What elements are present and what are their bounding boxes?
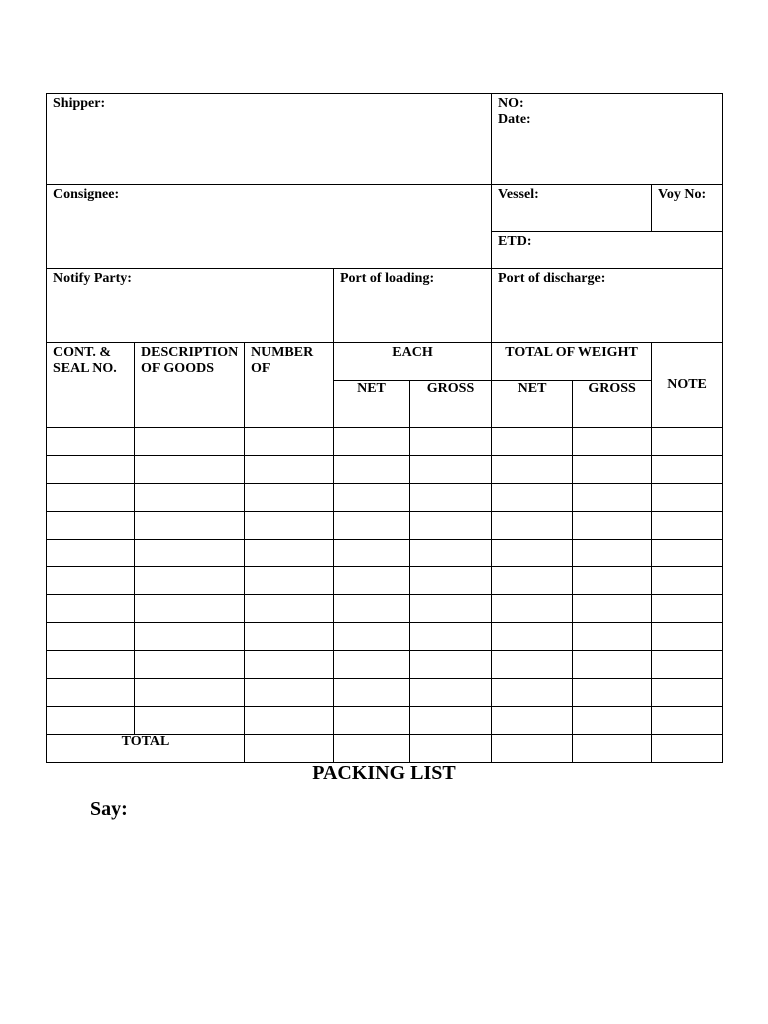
col-header-note-text: NOTE <box>667 377 707 392</box>
table-cell[interactable] <box>245 679 334 707</box>
table-cell[interactable] <box>652 539 723 567</box>
table-cell[interactable] <box>492 428 573 456</box>
total-label: TOTAL <box>121 733 170 749</box>
no-label: NO: <box>498 96 524 111</box>
table-cell[interactable] <box>573 679 652 707</box>
voy-no-label: Voy No: <box>658 187 707 202</box>
table-cell[interactable] <box>652 455 723 483</box>
table-cell[interactable] <box>334 706 410 734</box>
table-cell[interactable] <box>334 539 410 567</box>
table-cell[interactable] <box>410 595 492 623</box>
table-cell[interactable] <box>334 567 410 595</box>
table-cell[interactable] <box>573 567 652 595</box>
notify-party-field[interactable] <box>47 269 334 343</box>
col-header-total-net-text: NET <box>517 381 547 396</box>
col-header-total-net <box>492 381 573 428</box>
total-gross-cell[interactable] <box>573 734 652 762</box>
col-header-number-of <box>245 343 334 428</box>
table-cell[interactable] <box>573 511 652 539</box>
col-header-each-net-text: NET <box>357 381 386 396</box>
shipper-field[interactable] <box>47 94 492 185</box>
say-label: Say: <box>90 798 128 820</box>
table-cell[interactable] <box>492 539 573 567</box>
table-cell[interactable] <box>492 706 573 734</box>
table-cell[interactable] <box>410 455 492 483</box>
table-cell[interactable] <box>573 595 652 623</box>
table-cell[interactable] <box>245 567 334 595</box>
table-cell[interactable] <box>47 567 135 595</box>
table-cell[interactable] <box>492 511 573 539</box>
consignee-field[interactable] <box>47 185 492 269</box>
col-header-cont-seal-text: CONT. & SEAL NO. <box>53 345 117 376</box>
table-cell[interactable] <box>492 567 573 595</box>
col-header-total-weight-text: TOTAL OF WEIGHT <box>505 345 638 360</box>
table-cell[interactable] <box>573 539 652 567</box>
table-row <box>47 511 723 539</box>
table-row <box>47 679 723 707</box>
table-cell[interactable] <box>410 623 492 651</box>
table-cell[interactable] <box>492 483 573 511</box>
table-row <box>47 428 723 456</box>
table-cell[interactable] <box>334 595 410 623</box>
vessel-field[interactable] <box>492 185 652 232</box>
table-row <box>47 595 723 623</box>
port-of-discharge-field[interactable] <box>492 269 723 343</box>
no-date-field[interactable] <box>492 94 723 185</box>
table-cell[interactable] <box>652 511 723 539</box>
table-cell[interactable] <box>410 679 492 707</box>
table-row <box>47 455 723 483</box>
table-cell[interactable] <box>334 679 410 707</box>
table-cell[interactable] <box>410 651 492 679</box>
table-cell[interactable] <box>135 539 245 567</box>
table-cell[interactable] <box>245 651 334 679</box>
vessel-label: Vessel: <box>498 187 539 202</box>
table-cell[interactable] <box>573 455 652 483</box>
consignee-label: Consignee: <box>53 187 120 202</box>
col-header-each <box>334 343 492 381</box>
table-row <box>47 651 723 679</box>
table-cell[interactable] <box>492 595 573 623</box>
col-header-description-text: DESCRIPTION OF GOODS <box>141 345 239 376</box>
table-cell[interactable] <box>334 455 410 483</box>
etd-label: ETD: <box>498 234 532 249</box>
table-cell[interactable] <box>245 428 334 456</box>
table-cell[interactable] <box>410 428 492 456</box>
table-cell[interactable] <box>573 623 652 651</box>
table-cell[interactable] <box>573 428 652 456</box>
table-cell[interactable] <box>573 706 652 734</box>
table-row <box>47 706 723 734</box>
table-cell[interactable] <box>652 567 723 595</box>
table-cell[interactable] <box>334 428 410 456</box>
table-cell[interactable] <box>47 679 135 707</box>
table-cell[interactable] <box>652 651 723 679</box>
table-cell[interactable] <box>47 511 135 539</box>
port-of-discharge-label: Port of discharge: <box>498 271 606 286</box>
packing-list-form <box>46 93 722 763</box>
table-cell[interactable] <box>245 623 334 651</box>
shipper-label: Shipper: <box>53 96 106 111</box>
col-header-total-weight <box>492 343 652 381</box>
table-cell[interactable] <box>652 706 723 734</box>
table-cell[interactable] <box>492 651 573 679</box>
table-cell[interactable] <box>245 455 334 483</box>
table-cell[interactable] <box>334 623 410 651</box>
col-header-each-net <box>334 381 410 428</box>
col-header-cont-seal <box>47 343 135 428</box>
table-cell[interactable] <box>652 428 723 456</box>
total-net-cell[interactable] <box>492 734 573 762</box>
table-cell[interactable] <box>492 679 573 707</box>
document-title: PACKING LIST <box>312 762 456 784</box>
col-header-each-gross-text: GROSS <box>426 381 475 396</box>
table-cell[interactable] <box>410 511 492 539</box>
table-cell[interactable] <box>135 483 245 511</box>
col-header-number-of-text: NUMBER OF <box>251 345 314 376</box>
table-cell[interactable] <box>47 483 135 511</box>
col-header-total-gross <box>573 381 652 428</box>
table-cell[interactable] <box>410 483 492 511</box>
total-each-net-cell[interactable] <box>334 734 410 762</box>
etd-field[interactable] <box>492 232 723 269</box>
table-cell[interactable] <box>135 428 245 456</box>
table-row <box>47 483 723 511</box>
table-cell[interactable] <box>245 706 334 734</box>
table-cell[interactable] <box>135 623 245 651</box>
col-header-note <box>652 343 723 428</box>
table-cell[interactable] <box>492 623 573 651</box>
table-cell[interactable] <box>334 511 410 539</box>
table-cell[interactable] <box>135 679 245 707</box>
table-cell[interactable] <box>135 651 245 679</box>
table-cell[interactable] <box>573 651 652 679</box>
table-cell[interactable] <box>135 706 245 734</box>
data-rows <box>47 428 723 735</box>
table-cell[interactable] <box>492 455 573 483</box>
voy-no-field[interactable] <box>652 185 723 232</box>
table-cell[interactable] <box>334 651 410 679</box>
notify-party-label: Notify Party: <box>53 271 132 286</box>
table-cell[interactable] <box>245 595 334 623</box>
table-cell[interactable] <box>652 483 723 511</box>
table-cell[interactable] <box>245 511 334 539</box>
col-header-description <box>135 343 245 428</box>
table-cell[interactable] <box>334 483 410 511</box>
table-cell[interactable] <box>410 539 492 567</box>
port-of-loading-field[interactable] <box>334 269 492 343</box>
table-cell[interactable] <box>245 483 334 511</box>
table-row <box>47 539 723 567</box>
table-cell[interactable] <box>245 539 334 567</box>
col-header-total-gross-text: GROSS <box>588 381 636 396</box>
table-cell[interactable] <box>47 706 135 734</box>
table-cell[interactable] <box>47 455 135 483</box>
table-cell[interactable] <box>410 706 492 734</box>
total-label-cell <box>47 734 245 762</box>
table-cell[interactable] <box>47 428 135 456</box>
col-header-each-text: EACH <box>392 345 433 360</box>
table-cell[interactable] <box>135 595 245 623</box>
table-cell[interactable] <box>135 511 245 539</box>
table-cell[interactable] <box>47 651 135 679</box>
table-cell[interactable] <box>652 679 723 707</box>
table-cell[interactable] <box>573 483 652 511</box>
date-label: Date: <box>498 112 531 127</box>
table-cell[interactable] <box>652 595 723 623</box>
table-cell[interactable] <box>652 623 723 651</box>
col-header-each-gross <box>410 381 492 428</box>
port-of-loading-label: Port of loading: <box>340 271 435 286</box>
total-each-gross-cell[interactable] <box>410 734 492 762</box>
total-note-cell[interactable] <box>652 734 723 762</box>
table-cell[interactable] <box>47 623 135 651</box>
table-cell[interactable] <box>47 595 135 623</box>
table-row <box>47 567 723 595</box>
packing-list-table <box>46 93 723 763</box>
table-cell[interactable] <box>410 567 492 595</box>
table-cell[interactable] <box>47 539 135 567</box>
table-row <box>47 623 723 651</box>
table-cell[interactable] <box>135 567 245 595</box>
table-cell[interactable] <box>135 455 245 483</box>
total-number-cell[interactable] <box>245 734 334 762</box>
